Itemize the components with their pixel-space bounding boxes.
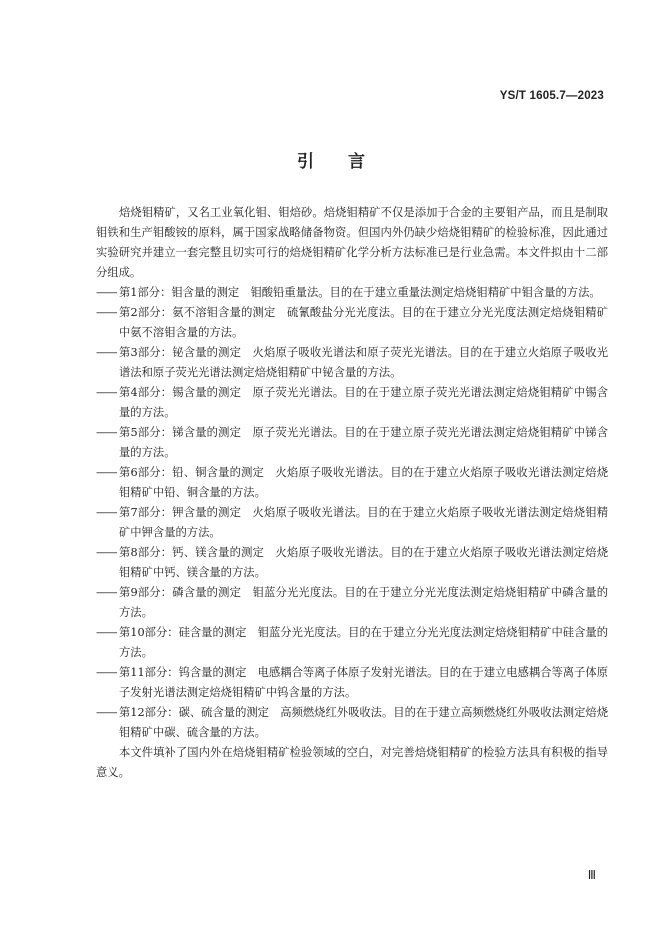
standard-number: YS/T 1605.7—2023 [499,90,604,102]
list-item [96,283,608,303]
list-item-text: 第4部分：锡含量的测定 原子荧光光谱法。目的在于建立原子荧光光谱法测定焙烧钼精矿中锡含量的方法。 [119,386,608,419]
list-item [96,623,608,663]
list-item [96,503,608,543]
dash-marker [96,383,119,403]
dash-marker [96,543,119,563]
page-title: 引言 [297,152,399,172]
dash-marker [96,343,119,363]
page-number: Ⅲ [587,868,596,882]
list-item-text: 第10部分：硅含量的测定 钼蓝分光光度法。目的在于建立分光光度法测定焙烧钼精矿中硅含量的方法。 [119,626,608,659]
list-item-text: 第7部分：钾含量的测定 火焰原子吸收光谱法。目的在于建立火焰原子吸收光谱法测定焙烧钼精矿中钾含量的方法。 [119,506,608,539]
dash-marker [96,303,119,323]
list-item [96,423,608,463]
dash-marker [96,283,119,303]
list-item-text: 第11部分：钨含量的测定 电感耦合等离子体原子发射光谱法。目的在于建立电感耦合等离子体原子发射光谱法测定焙烧钼精矿中钨含量的方法。 [119,666,608,699]
closing-paragraph: 本文件填补了国内外在焙烧钼精矿检验领域的空白，对完善焙烧钼精矿的检验方法具有积极的指导意义。 [96,746,608,779]
list-item-text: 第6部分：铅、铜含量的测定 火焰原子吸收光谱法。目的在于建立火焰原子吸收光谱法测定焙烧钼精矿中铅、铜含量的方法。 [119,466,608,499]
list-item-text: 第1部分：钼含量的测定 钼酸铅重量法。目的在于建立重量法测定焙烧钼精矿中钼含量的方法。 [119,286,601,299]
list-item [96,343,608,383]
dash-marker [96,663,119,683]
document-body [96,203,608,783]
list-item [96,303,608,343]
list-item [96,543,608,583]
dash-marker [96,423,119,443]
intro-paragraph: 焙烧钼精矿，又名工业氧化钼、钼焙砂。焙烧钼精矿不仅是添加于合金的主要钼产品，而且是制取钼铁和生产钼酸铵的原料，属于国家战略储备物资。但国内外仍缺少焙烧钼精矿的检验标准，因此通过实验研究并建立一套完整且切实可行的焙烧钼精矿化学分析方法标准已是行业急需。本文件拟由十二部分组成。 [96,206,608,279]
list-item-text: 第12部分：碳、硫含量的测定 高频燃烧红外吸收法。目的在于建立高频燃烧红外吸收法测定焙烧钼精矿中碳、硫含量的方法。 [119,706,608,739]
list-item [96,663,608,703]
list-item [96,463,608,503]
list-item-text: 第5部分：锑含量的测定 原子荧光光谱法。目的在于建立原子荧光光谱法测定焙烧钼精矿中锑含量的方法。 [119,426,608,459]
list-item-text: 第8部分：钙、镁含量的测定 火焰原子吸收光谱法。目的在于建立火焰原子吸收光谱法测定焙烧钼精矿中钙、镁含量的方法。 [119,546,608,579]
list-item-text: 第3部分：铋含量的测定 火焰原子吸收光谱法和原子荧光光谱法。目的在于建立火焰原子吸收光谱法和原子荧光光谱法测定焙烧钼精矿中铋含量的方法。 [119,346,608,379]
list-item-text: 第9部分：磷含量的测定 钼蓝分光光度法。目的在于建立分光光度法测定焙烧钼精矿中磷含量的方法。 [119,586,608,619]
list-item [96,583,608,623]
list-item [96,383,608,423]
dash-marker [96,703,119,723]
dash-marker [96,623,119,643]
dash-marker [96,463,119,483]
list-item-text: 第2部分：氨不溶钼含量的测定 硫氰酸盐分光光度法。目的在于建立分光光度法测定焙烧钼精矿中氨不溶钼含量的方法。 [119,306,608,339]
parts-list [96,283,608,743]
list-item [96,703,608,743]
dash-marker [96,503,119,523]
dash-marker [96,583,119,603]
